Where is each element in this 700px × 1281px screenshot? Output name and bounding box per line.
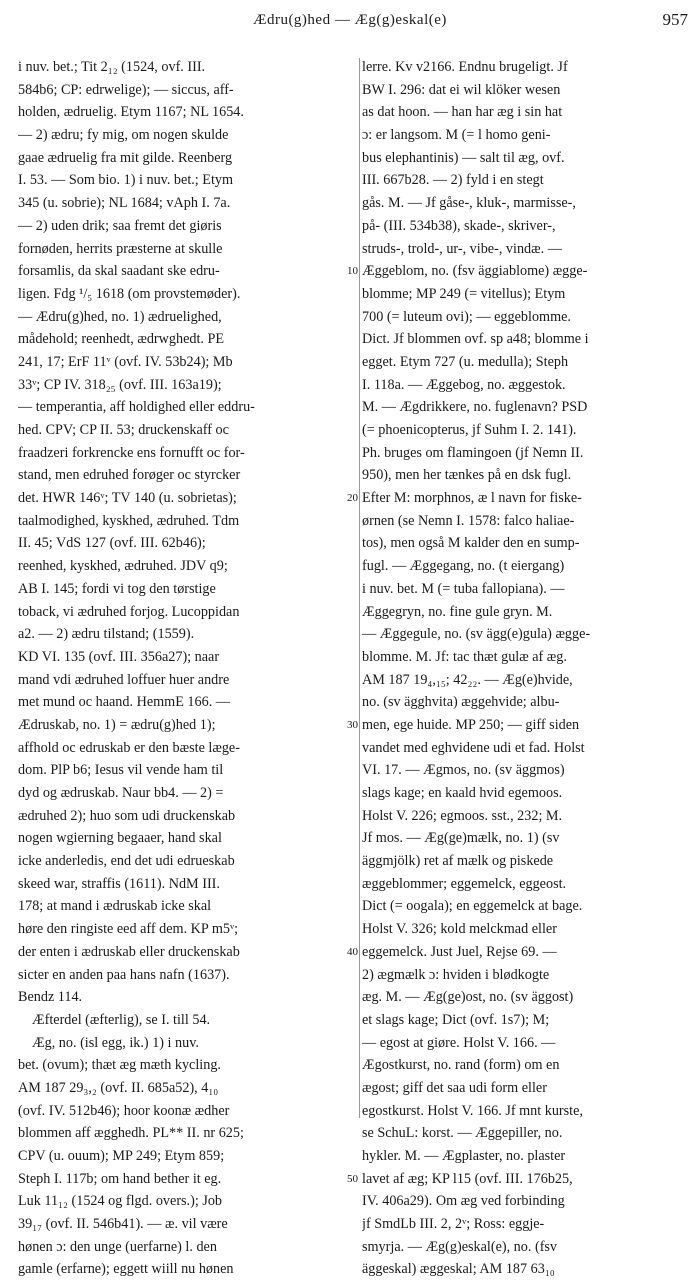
text-line: dom. PlP b6; Iesus vil vende ham til xyxy=(18,762,224,779)
text-line: taalmodighed, kyskhed, ædruhed. Tdm xyxy=(18,512,240,529)
text-line: Holst V. 226; egmoos. sst., 232; M. xyxy=(362,807,563,824)
text-line: Æg, no. (isl egg, ik.) 1) i nuv. xyxy=(32,1034,199,1051)
text-line: VI. 17. — Ægmos, no. (sv äggmos) xyxy=(362,762,565,779)
text-line: no. (sv ägghvita) æggehvide; albu- xyxy=(362,694,560,711)
text-line: fornøden, herrits præsterne at skulle xyxy=(18,240,223,257)
text-line: men, ege huide. MP 250; — giff siden xyxy=(362,716,580,733)
text-line: M. — Ægdrikkere, no. fuglenavn? PSD xyxy=(362,399,588,416)
text-line: Ph. bruges om flamingoen (jf Nemn II. xyxy=(362,444,584,461)
text-line: äggeskal) æggeskal; AM 187 63₁₀ xyxy=(362,1261,555,1278)
text-line: ɔ: er langsom. M (= l homo geni- xyxy=(362,127,551,144)
text-line: slags kage; en kaald hvid egemoos. xyxy=(362,785,563,801)
text-line: as dat hoon. — han har æg i sin hat xyxy=(362,104,563,121)
text-line: I. 53. — Som bio. 1) i nuv. bet.; Etym xyxy=(18,172,234,189)
text-line: IV. 406a29). Om æg ved forbinding xyxy=(362,1193,565,1210)
text-line: Luk 11₁₂ (1524 og flgd. overs.); Job xyxy=(18,1193,223,1210)
page-number: 957 xyxy=(662,10,688,29)
text-line: 33ᵛ; CP IV. 318₂₅ (ovf. III. 163a19); xyxy=(18,376,222,393)
text-line: hønen ɔ: den unge (uerfarne) l. den xyxy=(18,1238,217,1255)
text-line: der enten i ædruskab eller druckenskab xyxy=(18,943,240,960)
text-line: 178; at mand i ædruskab icke skal xyxy=(18,898,212,915)
text-line: — egost at giøre. Holst V. 166. — xyxy=(362,1034,556,1051)
text-line: blommen aff ægghedh. PL** II. nr 625; xyxy=(18,1125,244,1142)
text-line: hykler. M. — Ægplaster, no. plaster xyxy=(362,1148,566,1164)
text-line: II. 45; VdS 127 (ovf. III. 62b46); xyxy=(18,535,206,552)
text-line: (= phoenicopterus, jf Suhm I. 2. 141). xyxy=(362,422,577,438)
text-line: nogen wgierning begaaer, hand skal xyxy=(18,830,222,847)
text-line: i nuv. bet. M (= tuba fallopiana). — xyxy=(362,580,565,597)
text-line: fraadzeri forkrencke ens fornufft oc for- xyxy=(18,444,245,461)
text-line: Jf mos. — Æg(ge)mælk, no. 1) (sv xyxy=(362,830,560,847)
text-line: lerre. Kv v2166. Endnu brugeligt. Jf xyxy=(362,59,568,75)
text-line: III. 667b28. — 2) fyld i en stegt xyxy=(362,172,544,189)
text-line: stand, men edruhed forøger oc styrcker xyxy=(18,467,241,484)
right-column xyxy=(362,56,682,1278)
text-line: egostkurst. Holst V. 166. Jf mnt kurste, xyxy=(362,1102,583,1119)
text-line: 345 (u. sobrie); NL 1684; vAph I. 7a. xyxy=(18,195,231,212)
text-line: egget. Etym 727 (u. medulla); Steph xyxy=(362,353,569,370)
text-line: CPV (u. ouum); MP 249; Etym 859; xyxy=(18,1148,225,1164)
text-line: reenhed, kyskhed, ædruhed. JDV q9; xyxy=(18,558,228,575)
text-line: Bendz 114. xyxy=(18,989,83,1006)
text-line: (ovf. IV. 512b46); hoor koonæ ædher xyxy=(18,1102,230,1119)
text-line: KD VI. 135 (ovf. III. 356a27); naar xyxy=(18,648,220,665)
text-line: gamle (erfarne); eggett wiill nu hønen xyxy=(18,1261,234,1278)
running-head: Ædru(g)hed — Æg(g)eskal(e) xyxy=(253,12,447,28)
text-line: AM 187 29₃,₂ (ovf. II. 685a52), 4₁₀ xyxy=(18,1079,219,1096)
text-line: Dict. Jf blommen ovf. sp a48; blomme i xyxy=(362,331,589,348)
text-line: 584b6; CP: edrwelige); — siccus, aff- xyxy=(18,81,234,98)
text-line: bus elephantinis) — salt til æg, ovf. xyxy=(362,149,565,166)
text-line: AB I. 145; fordi vi tog den tørstige xyxy=(18,580,216,597)
text-line: äggmjölk) ret af mælk og piskede xyxy=(362,853,554,870)
text-line: ædruhed 2); huo som udi druckenskab xyxy=(18,807,236,824)
text-line: — temperantia, aff holdighed eller eddru- xyxy=(18,399,255,416)
text-line: holden, ædruelig. Etym 1167; NL 1654. xyxy=(18,104,244,121)
text-line: 950), men her tænkes på en dsk fugl. xyxy=(362,467,572,484)
text-line: gaae ædruelig fra mit gilde. Reenberg xyxy=(18,149,233,166)
line-number: 10 xyxy=(347,265,358,278)
text-line: — Æggegule, no. (sv ägg(e)gula) ægge- xyxy=(362,626,591,643)
text-line: toback, vi ædruhed forjog. Lucoppidan xyxy=(18,603,240,620)
text-line: jf SmdLb III. 2, 2ᵛ; Ross: eggje- xyxy=(362,1216,545,1233)
text-line: smyrja. — Æg(g)eskal(e), no. (fsv xyxy=(362,1238,558,1255)
text-line: affhold oc edruskab er den bæste læge- xyxy=(18,739,240,756)
text-line: se SchuL: korst. — Æggepiller, no. xyxy=(362,1125,563,1142)
text-line: æggeblommer; eggemelck, eggeost. xyxy=(362,875,567,892)
text-line: icke anderledis, end det udi edrueskab xyxy=(18,853,235,870)
text-line: høre den ringiste eed aff dem. KP m5ᵛ; xyxy=(18,921,239,938)
line-number: 30 xyxy=(347,719,358,732)
text-line: Steph I. 117b; om hand bether it eg. xyxy=(18,1170,222,1187)
text-line: 39₁₇ (ovf. II. 546b41). — æ. vil være xyxy=(18,1216,228,1233)
text-line: forsamlis, da skal saadant ske edru- xyxy=(18,263,220,280)
text-line: ligen. Fdg ¹/₅ 1618 (om provstemøder). xyxy=(18,285,241,302)
text-line: æg. M. — Æg(ge)ost, no. (sv äggost) xyxy=(362,989,574,1006)
text-line: bet. (ovum); thæt æg mæth kycling. xyxy=(18,1057,221,1074)
text-line: dyd og ædruskab. Naur bb4. — 2) = xyxy=(18,785,224,801)
line-number: 50 xyxy=(347,1173,358,1186)
text-line: Æfterdel (æfterlig), se I. till 54. xyxy=(32,1011,211,1028)
text-line: Holst V. 326; kold melckmad eller xyxy=(362,921,557,938)
text-line: hed. CPV; CP II. 53; druckenskaff oc xyxy=(18,422,229,438)
text-line: fugl. — Æggegang, no. (t eiergang) xyxy=(362,558,565,575)
line-number: 40 xyxy=(347,946,358,959)
text-line: ægost; giff det saa udi form eller xyxy=(362,1079,547,1096)
text-line: ørnen (se Nemn I. 1578: falco haliae- xyxy=(362,512,575,529)
column-divider xyxy=(359,58,360,1118)
text-line: blomme. M. Jf: tac thæt gulæ af æg. xyxy=(362,648,567,665)
text-line: blomme; MP 249 (= vitellus); Etym xyxy=(362,285,566,302)
text-line: Ægostkurst, no. rand (form) om en xyxy=(362,1057,560,1074)
text-line: på- (III. 534b38), skade-, skriver-, xyxy=(362,217,556,234)
text-line: 700 (= luteum ovi); — eggeblomme. xyxy=(362,308,571,325)
text-line: struds-, trold-, ur-, vibe-, vindæ. — xyxy=(362,240,562,257)
text-line: vandet med eghvidene udi et fad. Holst xyxy=(362,739,585,756)
text-line: AM 187 19₄,₁₅; 42₂₂. — Æg(e)hvide, xyxy=(362,671,573,688)
text-line: eggemelck. Just Juel, Rejse 69. — xyxy=(362,943,557,960)
text-line: met mund oc haand. HemmE 166. — xyxy=(18,694,230,711)
text-line: BW I. 296: dat ei wil klöker wesen xyxy=(362,81,561,98)
text-line: 241, 17; ErF 11ᵛ (ovf. IV. 53b24); Mb xyxy=(18,353,233,370)
line-number: 20 xyxy=(347,492,358,505)
text-line: a2. — 2) ædru tilstand; (1559). xyxy=(18,626,195,643)
text-line: I. 118a. — Æggebog, no. æggestok. xyxy=(362,376,566,393)
text-line: tos), men også M kalder den en sump- xyxy=(362,535,580,552)
text-line: Dict (= oogala); en eggemelck at bage. xyxy=(362,898,583,915)
text-line: et slags kage; Dict (ovf. 1s7); M; xyxy=(362,1011,550,1028)
text-line: det. HWR 146ᵛ; TV 140 (u. sobrietas); xyxy=(18,490,237,507)
text-line: Ædruskab, no. 1) = ædru(g)hed 1); xyxy=(18,716,216,733)
text-line: i nuv. bet.; Tit 2₁₂ (1524, ovf. III. xyxy=(18,59,206,75)
text-line: Æggegryn, no. fine gule gryn. M. xyxy=(362,603,553,620)
text-line: — 2) ædru; fy mig, om nogen skulde xyxy=(18,127,229,144)
text-line: 2) ægmælk ɔ: hviden i blødkogte xyxy=(362,966,550,983)
text-line: lavet af æg; KP l15 (ovf. III. 176b25, xyxy=(362,1170,573,1187)
text-line: Efter M: morphnos, æ l navn for fiske- xyxy=(362,490,582,507)
page-header xyxy=(0,0,700,48)
text-line: skeed war, straffis (1611). NdM III. xyxy=(18,875,220,892)
text-line: — Ædru(g)hed, no. 1) ædruelighed, xyxy=(18,308,222,325)
text-line: sicter en anden paa hans nafn (1637). xyxy=(18,966,230,983)
text-line: Æggeblom, no. (fsv äggiablome) ægge- xyxy=(362,263,588,280)
text-line: mand vdi ædruhed loffuer huer andre xyxy=(18,671,230,688)
text-line: — 2) uden drik; saa fremt det giøris xyxy=(18,217,222,234)
text-line: mådehold; reenhedt, ædrwghedt. PE xyxy=(18,331,225,348)
text-line: gås. M. — Jf gåse-, kluk-, marmisse-, xyxy=(362,195,576,212)
